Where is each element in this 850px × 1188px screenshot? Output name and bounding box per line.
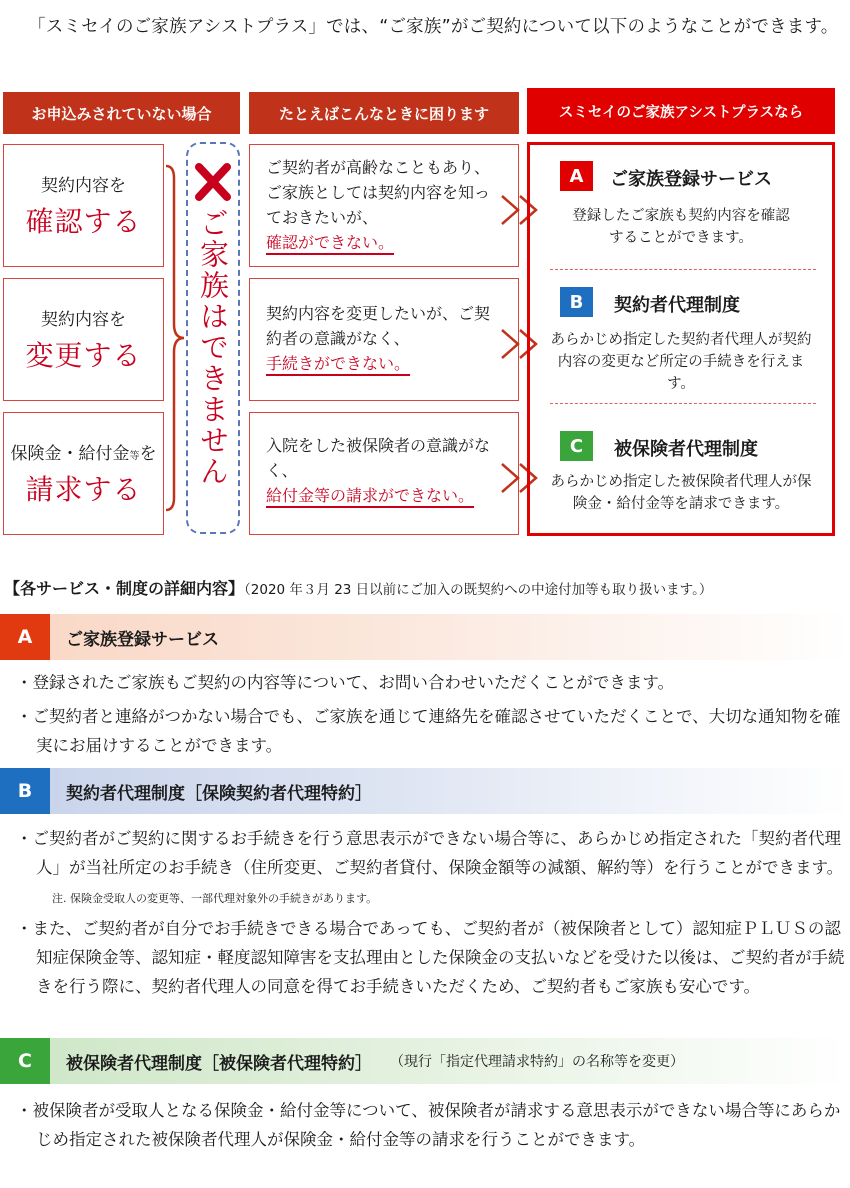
section-bar-a bbox=[0, 614, 850, 660]
intro-text: 「スミセイのご家族アシストプラス」では、“ご家族”がご契約について以下のようなことができます。 bbox=[28, 17, 839, 37]
header-trouble-cases: たとえばこんなときに困ります bbox=[249, 92, 519, 134]
left-box-claim bbox=[3, 412, 164, 535]
header-not-applied: お申込みされていない場合 bbox=[3, 92, 240, 134]
badge-c: C bbox=[560, 431, 593, 461]
left-box-confirm bbox=[3, 144, 164, 267]
bullet-a-2: ・ご契約者と連絡がつかない場合でも、ご家族を通じて連絡先を確認させていただくことで、大切な通知物を確実にお届けすることができます。 bbox=[16, 707, 841, 755]
right-brace-icon bbox=[164, 164, 186, 512]
section-bar-b bbox=[0, 768, 850, 814]
bullet-a-1: ・登録されたご家族もご契約の内容等について、お問い合わせいただくことができます。 bbox=[16, 673, 675, 692]
trouble-red-text: 給付金等の請求ができない。 bbox=[266, 486, 474, 508]
left-box-big: 請求する bbox=[25, 473, 142, 506]
section-sub-c: （現行「指定代理請求特約」の名称等を変更） bbox=[390, 1054, 684, 1070]
section-letter-c: C bbox=[0, 1038, 50, 1084]
section-letter-b: B bbox=[0, 768, 50, 814]
cannot-vertical-text: ご家族はできません bbox=[196, 208, 230, 487]
trouble-box-claim bbox=[249, 412, 519, 535]
section-letter-a: A bbox=[0, 614, 50, 660]
service-desc-c: あらかじめ指定した被保険者代理人が保険金・給付金等を請求できます。 bbox=[550, 474, 812, 512]
left-box-small-b: を bbox=[139, 444, 157, 464]
left-box-small: 契約内容を bbox=[41, 310, 126, 330]
left-box-small-a: 保険金・給付金 bbox=[10, 444, 130, 464]
section-title-c-text: 被保険者代理制度［被保険者代理特約］ bbox=[66, 1053, 372, 1074]
section-title-a: ご家族登録サービス bbox=[66, 629, 219, 650]
service-desc-a: 登録したご家族も契約内容を確認することができます。 bbox=[572, 208, 790, 246]
details-title: 【各サービス・制度の詳細内容】 bbox=[4, 579, 245, 598]
trouble-text: 契約内容を変更したいが、ご契約者の意識がなく、 bbox=[266, 304, 491, 348]
left-box-small: 契約内容を bbox=[41, 176, 126, 196]
trouble-text: 入院をした被保険者の意識がなく、 bbox=[266, 436, 491, 480]
badge-b: B bbox=[560, 287, 593, 317]
services-box bbox=[527, 142, 835, 536]
left-box-small-sub: 等 bbox=[129, 451, 140, 462]
section-title-c bbox=[66, 1038, 684, 1084]
section-bar-c bbox=[0, 1038, 850, 1084]
left-box-big: 確認する bbox=[25, 205, 142, 238]
trouble-text: ご契約者が高齢なこともあり、ご家族としては契約内容を知っておきたいが、 bbox=[266, 158, 491, 227]
service-title-b: 契約者代理制度 bbox=[614, 295, 740, 316]
service-title-c: 被保険者代理制度 bbox=[614, 439, 758, 460]
bullet-c-1: ・被保険者が受取人となる保険金・給付金等について、被保険者が請求する意思表示ができない場合等にあらかじめ指定された被保険者代理人が保険金・給付金等の請求を行うことができます。 bbox=[16, 1101, 841, 1149]
cross-mark-icon bbox=[193, 163, 233, 201]
left-box-change bbox=[3, 278, 164, 401]
trouble-box-confirm bbox=[249, 144, 519, 267]
left-box-small bbox=[11, 439, 157, 464]
section-title-b: 契約者代理制度［保険契約者代理特約］ bbox=[66, 783, 372, 804]
bullet-b-note: 注. 保険金受取人の変更等、一部代理対象外の手続きがあります。 bbox=[52, 892, 378, 905]
header-with-assist-plus: スミセイのご家族アシストプラスなら bbox=[527, 88, 835, 134]
trouble-box-change bbox=[249, 278, 519, 401]
service-desc-b: あらかじめ指定した契約者代理人が契約内容の変更など所定の手続きを行えます。 bbox=[550, 332, 812, 392]
bullet-b-1 bbox=[16, 824, 848, 913]
trouble-red-text: 手続きができない。 bbox=[266, 354, 410, 376]
trouble-red-text: 確認ができない。 bbox=[266, 233, 394, 255]
service-divider bbox=[550, 269, 816, 270]
badge-a: A bbox=[560, 161, 593, 191]
bullet-b-2: ・また、ご契約者が自分でお手続きできる場合であっても、ご契約者が（被保険者として）認知症ＰＬＵＳの認知症保険金等、認知症・軽度認知障害を支払理由とした保険金の支払いなどを受けた以後は、ご契約者が手続きを行う際に、契約者代理人の同意を得てお手続きいただくため、ご契約者もご家族も安心です。 bbox=[16, 919, 845, 996]
bullet-b-1-text: ・ご契約者がご契約に関するお手続きを行う意思表示ができない場合等に、あらかじめ指定された「契約者代理人」が当社所定のお手続き（住所変更、ご契約者貸付、保険金額等の減額、解約等）を行うことができます。 bbox=[16, 829, 844, 877]
details-heading bbox=[4, 576, 712, 599]
left-box-big: 変更する bbox=[25, 339, 142, 372]
service-divider bbox=[550, 403, 816, 404]
details-subtitle: （2020 年３月 23 日以前にご加入の既契約への中途付加等も取り扱います。） bbox=[244, 582, 713, 598]
service-title-a: ご家族登録サービス bbox=[610, 169, 772, 190]
